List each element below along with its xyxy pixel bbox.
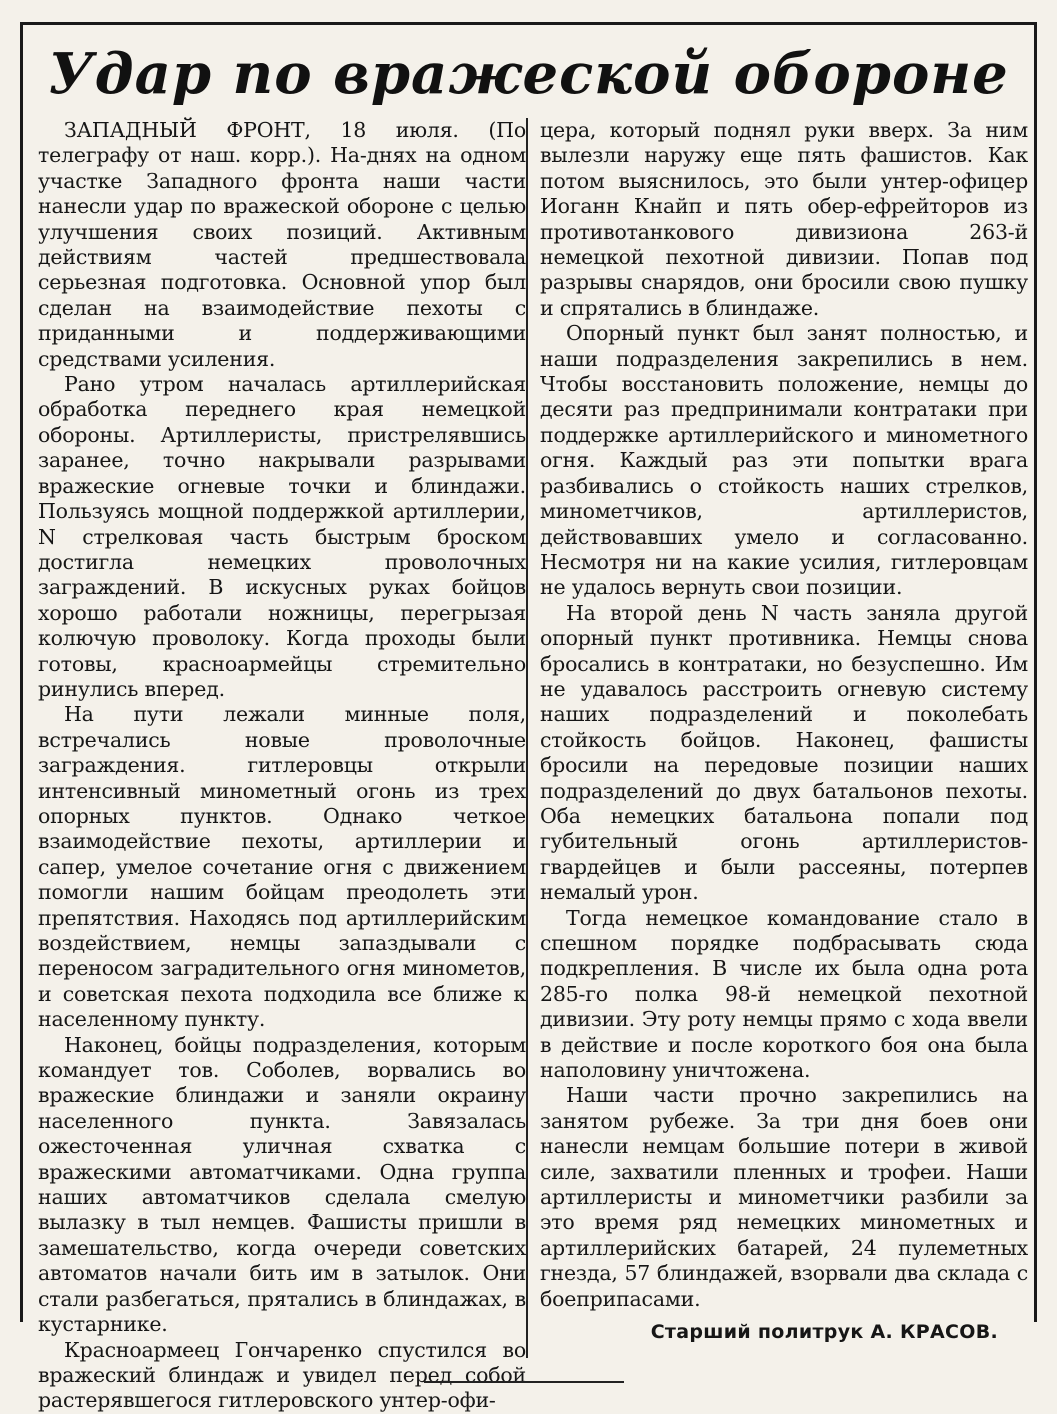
- paragraph: На второй день N часть заняла другой опорный пункт противника. Немцы снова бросались в контратаки, но безуспешно. Им не удавалось расстроить огневую систему наших подразделений и поколебать стойкость бойцов. Наконец, фашисты бросили на передовые позиции наших подразделений до двух батальонов пехоты. Оба немецких батальона попали под губительный огонь артиллеристов-гвардейцев и были рассеяны, потерпев немалый урон.: [540, 600, 1028, 905]
- frame-top-rule: [20, 22, 1037, 25]
- paragraph-continuation: цера, который поднял руки вверх. За ним вылезли наружу еще пять фашистов. Как потом выяснилось, это были унтер-офицер Иоганн Кнайп и пять обер-ефрейторов из противотанкового дивизиона 263-й немецкой пехотной дивизии. Попав под разрывы снарядов, они бросили свою пушку и спрятались в блиндаже.: [540, 118, 1028, 320]
- bottom-rule: [424, 1381, 624, 1383]
- author-byline: Старший политрук А. КРАСОВ.: [650, 1321, 998, 1344]
- paragraph: Опорный пункт был занят полностью, и наши подразделения закрепились в нем. Чтобы восстановить положение, немцы до десяти раз предпринимали контратаки при поддержке артиллерийского и минометного огня. Каждый раз эти попытки врага разбивались о стойкость наших стрелков, минометчиков, артиллеристов, действовавших умело и согласованно. Несмотря ни на какие усилия, гитлеровцам не удалось вернуть свои позиции.: [540, 321, 1028, 600]
- frame-left-rule: [20, 22, 23, 1322]
- paragraph: Рано утром началась артиллерийская обработка переднего края немецкой обороны. Артиллеристы, пристрелявшись заранее, точно накрывали разрывами вражеские огневые точки и блиндажи. Пользуясь мощной поддержкой артиллерии, N стрелковая часть быстрым броском достигла немецких проволочных заграждений. В искусных руках бойцов хорошо работали ножницы, перегрызая колючую проволоку. Когда проходы были готовы, красноармейцы стремительно ринулись вперед.: [38, 372, 526, 701]
- paragraph: Тогда немецкое командование стало в спешном порядке подбрасывать сюда подкрепления. В числе их была одна рота 285-го полка 98-й немецкой пехотной дивизии. Эту роту немцы прямо с хода ввели в действие и после короткого боя она была наполовину уничтожена.: [540, 905, 1028, 1083]
- column-left: [38, 118, 526, 1414]
- article-columns: [38, 118, 1028, 1414]
- paragraph: ЗАПАДНЫЙ ФРОНТ, 18 июля. (По телеграфу от наш. корр.). На-днях на одном участке Западного фронта наши части нанесли удар по вражеской обороне с целью улучшения своих позиций. Активным действиям частей предшествовала серьезная подготовка. Основной упор был сделан на взаимодействие пехоты с приданными и поддерживающими средствами усиления.: [38, 118, 526, 371]
- article-headline: Удар по вражеской обороне: [48, 41, 1009, 107]
- paragraph: Наши части прочно закрепились на занятом рубеже. За три дня боев они нанесли немцам большие потери в живой силе, захватили пленных и трофеи. Наши артиллеристы и минометчики разбили за это время ряд немецких минометных и артиллерийских батарей, 24 пулеметных гнезда, 57 блиндажей, взорвали два склада с боеприпасами.: [540, 1083, 1028, 1311]
- column-right: [540, 118, 1028, 1414]
- paragraph: Красноармеец Гончаренко спустился во вражеский блиндаж и увидел перед собой растерявшегося гитлеровского унтер-офи-: [38, 1337, 526, 1413]
- paragraph: На пути лежали минные поля, встречались новые проволочные заграждения. гитлеровцы открыли интенсивный минометный огонь из трех опорных пунктов. Однако четкое взаимодействие пехоты, артиллерии и сапер, умелое сочетание огня с движением помогли нашим бойцам преодолеть эти препятствия. Находясь под артиллерийским воздействием, немцы запаздывали с переносом заградительного огня минометов, и советская пехота подходила все ближе к населенному пункту.: [38, 702, 526, 1032]
- frame-right-rule: [1034, 22, 1037, 1322]
- paragraph: Наконец, бойцы подразделения, которым командует тов. Соболев, ворвались во вражеские блиндажи и заняли окраину населенного пункта. Завязалась ожесточенная уличная схватка с вражескими автоматчиками. Одна группа наших автоматчиков сделала смелую вылазку в тыл немцев. Фашисты пришли в замешательство, когда очереди советских автоматов начали бить им в затылок. Они стали разбегаться, прятались в блиндажах, в кустарнике.: [38, 1032, 526, 1337]
